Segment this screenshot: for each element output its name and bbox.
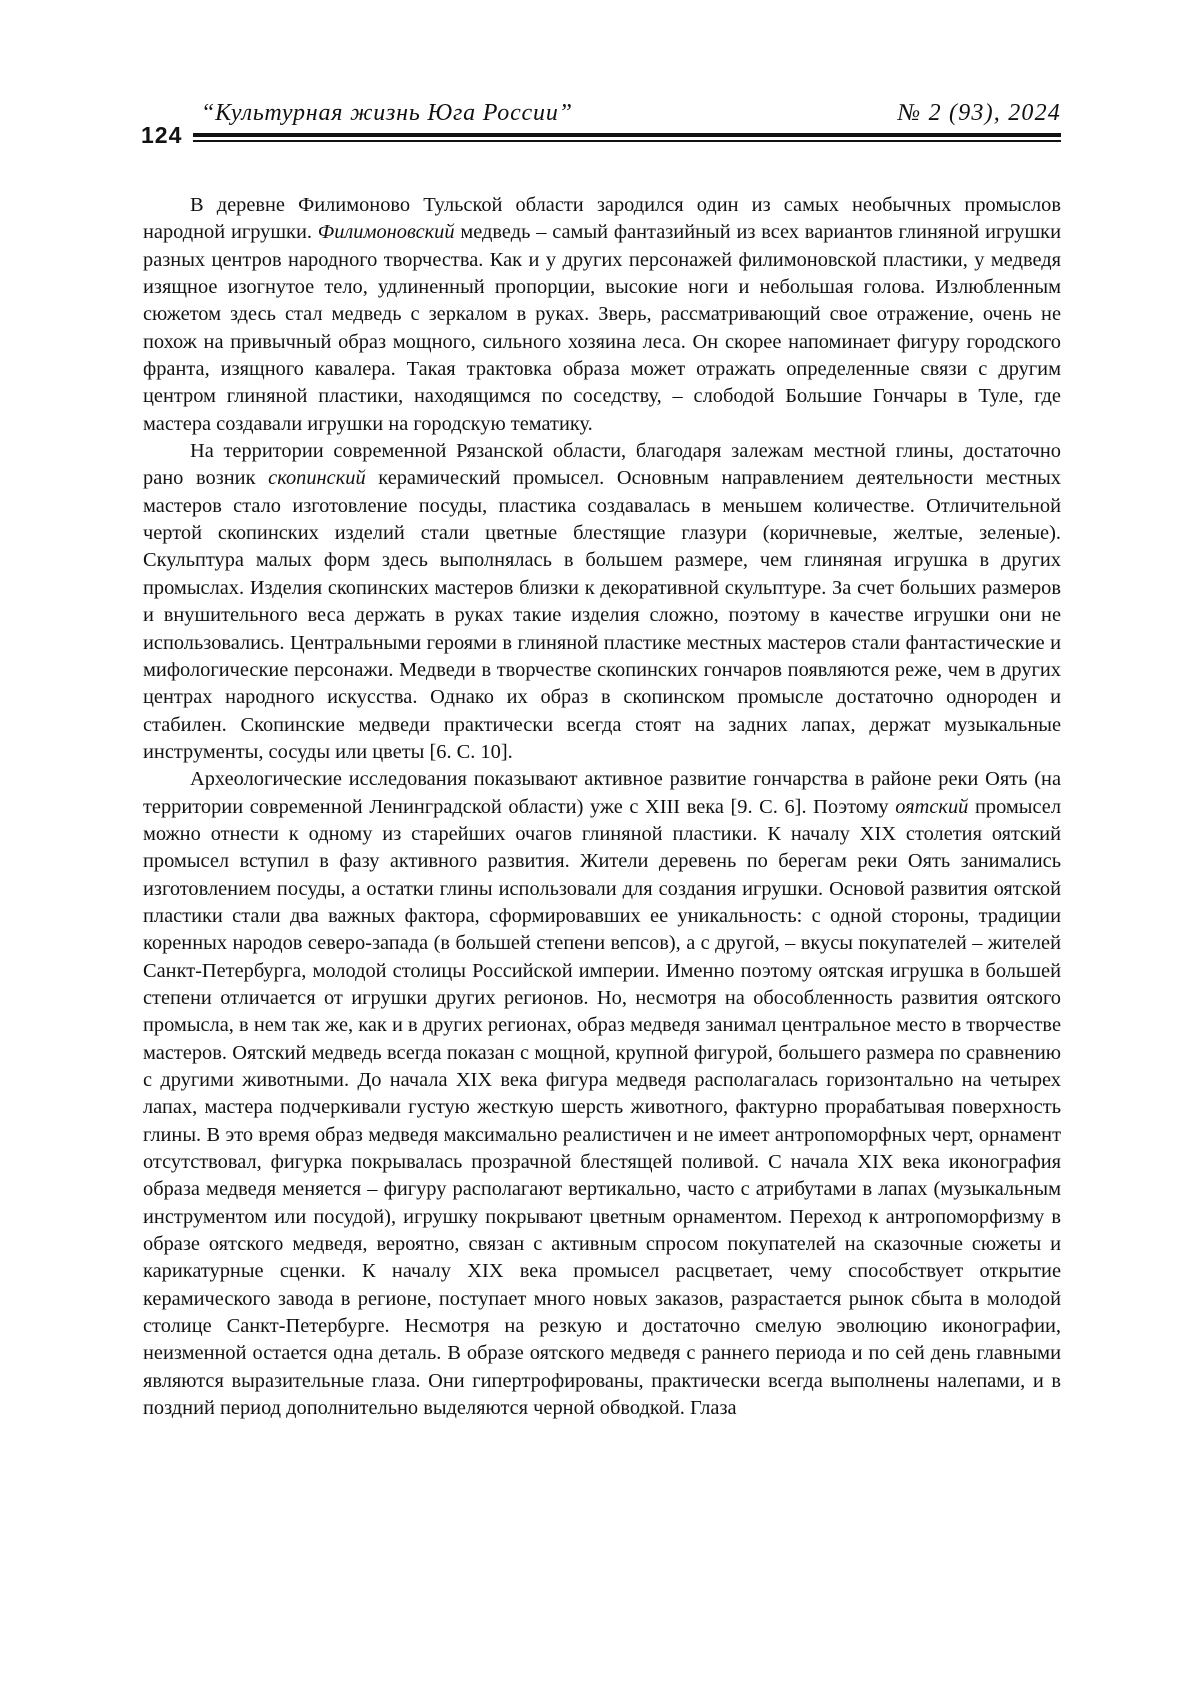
paragraph-skopin <box>143 438 1061 766</box>
paragraph-text: медведь – самый фантазийный из всех вариантов глиняной игрушки разных центров народного творчества. Как и у других персонажей филимоновской пластики, у медведя изящное изогнутое тело, удлиненный пропорции, высокие ноги и небольшая голова. Излюбленным сюжетом здесь стал медведь с зеркалом в руках. Зверь, рассматривающий свое отражение, очень не похож на привычный образ мощного, сильного хозяина леса. Он скорее напоминает фигуру городского франта, изящного кавалера. Такая трактовка образа может отражать определенные связи с другим центром глиняной пластики, находящимся по соседству, – слободой Большие Гончары в Туле, где мастера создавали игрушки на городскую тематику. <box>143 221 1061 434</box>
paragraph-text: промысел можно отнести к одному из старейших очагов глиняной пластики. К началу XIX столетия оятский промысел вступил в фазу активного развития. Жители деревень по берегам реки Оять занимались изготовлением посуды, а остатки глины использовали для создания игрушки. Основой развития оятской пластики стали два важных фактора, сформировавших ее уникальность: с одной стороны, традиции коренных народов северо-запада (в большей степени вепсов), а с другой, – вкусы покупателей – жителей Санкт-Петербурга, молодой столицы Российской империи. Именно поэтому оятская игрушка в большей степени отличается от игрушки других регионов. Но, несмотря на обособленность развития оятского промысла, в нем так же, как и в других регионах, образ медведя занимал центральное место в творчестве мастеров. Оятский медведь всегда показан с мощной, крупной фигурой, большего размера по сравнению с другими животными. До начала XIX века фигура медведя располагалась горизонтально на четырех лапах, мастера подчеркивали густую жесткую шерсть животного, фактурно прорабатывая поверхность глины. В это время образ медведя максимально реалистичен и не имеет антропоморфных черт, орнамент отсутствовал, фигурка покрывалась прозрачной блестящей поливой. С начала XIX века иконография образа медведя меняется – фигуру располагают вертикально, часто с атрибутами в лапах (музыкальным инструментом или посудой), игрушку покрывают цветным орнаментом. Переход к антропоморфизму в образе оятского медведя, вероятно, связан с активным спросом покупателей на сказочные сюжеты и карикатурные сценки. К началу XIX века промысел расцветает, чему способствует открытие керамического завода в регионе, поступает много новых заказов, разрастается рынок сбыта в молодой столице Санкт-Петербурге. Несмотря на резкую и достаточно смелую эволюцию иконографии, неизменной остается одна деталь. В образе оятского медведя с раннего периода и по сей день главными являются выразительные глаза. Они гипертрофированы, практически всегда выполнены налепами, и в поздний период дополнительно выделяются черной обводкой. Глаза <box>143 796 1061 1420</box>
running-header <box>141 100 1061 150</box>
paragraph-text: На территории современной Рязанской области, благодаря залежам местной глины, достаточно рано возник <box>143 440 1061 489</box>
header-rule-thin <box>193 140 1061 142</box>
paragraph-text: В деревне Филимоново Тульской области зародился один из самых необычных промыслов народной игрушки. <box>143 194 1061 243</box>
paragraph-text: керамический промысел. Основным направлением деятельности местных мастеров стало изготовление посуды, пластика создавалась в меньшем количестве. Отличительной чертой скопинских изделий стали цветные блестящие глазури (коричневые, желтые, зеленые). Скульптура малых форм здесь выполнялась в большем размере, чем глиняная игрушка в других промыслах. Изделия скопинских мастеров близки к декоративной скульптуре. За счет больших размеров и внушительного веса держать в руках такие изделия сложно, поэтому в качестве игрушки они не использовались. Центральными героями в глиняной пластике местных мастеров стали фантастические и мифологические персонажи. Медведи в творчестве скопинских гончаров появляются реже, чем в других центрах народного искусства. Однако их образ в скопинском промысле достаточно однороден и стабилен. Скопинские медведи практически всегда стоят на задних лапах, держат музыкальные инструменты, сосуды или цветы [6. С. 10]. <box>143 467 1061 762</box>
paragraph-text: Археологические исследования показывают активное развитие гончарства в районе реки Оять (на территории современной Ленинградской области) уже с XIII века [9. С. 6]. Поэтому <box>143 768 1061 817</box>
article-body <box>143 192 1061 1422</box>
journal-page <box>0 0 1200 1698</box>
header-rule-thick <box>193 133 1061 137</box>
italic-term-oyatsky: оятский <box>895 796 968 818</box>
italic-term-skopinsky: скопинский <box>268 467 366 489</box>
journal-title: “Культурная жизнь Юга России” <box>201 100 573 127</box>
issue-info: № 2 (93), 2024 <box>898 100 1061 127</box>
italic-term-filimonovsky: Филимоновский <box>318 221 455 243</box>
paragraph-oyat <box>143 766 1061 1422</box>
paragraph-filimonovo <box>143 192 1061 438</box>
page-number: 124 <box>141 122 182 149</box>
